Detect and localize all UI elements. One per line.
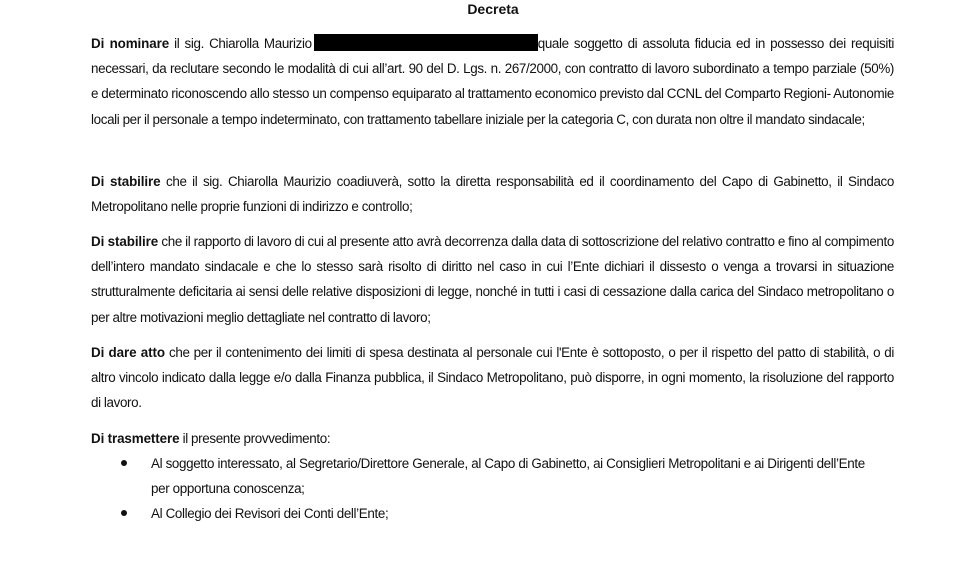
- stabilire-2-text: che il rapporto di lavoro di cui al presente atto avrà decorrenza dalla data di sottoscrizione del relativo contratto e fino al compimento dell’intero mandato sindacale e che lo stesso sarà risolto di diritto nel caso in cui l’Ente dichiari il dissesto o venga a trovarsi in situazione strutturalmente deficitaria ai sensi delle relative disposizioni di legge, nonché in tutti i casi di cessazione dalla carica del Sindaco metropolitano o per altre motivazioni meglio dettagliate nel contratto di lavoro;: [91, 234, 894, 325]
- recipient-list: [91, 451, 871, 527]
- trasmettere-text: il presente provvedimento:: [179, 431, 331, 446]
- bullet-icon: [121, 460, 127, 466]
- lead-stabilire-2: Di stabilire: [91, 234, 159, 249]
- decree-heading: Decreta: [467, 1, 519, 17]
- list-item-text: Al soggetto interessato, al Segretario/Direttore Generale, al Capo di Gabinetto, ai Consiglieri Metropolitani e ai Dirigenti dell’Ente per opportuna conoscenza;: [151, 456, 865, 497]
- list-item-text: Al Collegio dei Revisori dei Conti dell’Ente;: [151, 506, 389, 522]
- paragraph-nominare: [91, 31, 894, 132]
- lead-trasmettere: Di trasmettere: [91, 431, 180, 446]
- lead-nominare: Di nominare: [91, 36, 170, 51]
- nominare-text-before: il sig. Chiarolla Maurizio: [169, 36, 312, 51]
- lead-dare-atto: Di dare atto: [91, 345, 165, 360]
- redaction-bar: [314, 34, 446, 51]
- dare-atto-text: che per il contenimento dei limiti di spesa destinata al personale cui l'Ente è sottoposto, o per il rispetto del patto di stabilità, o di altro vincolo indicato dalla legge e/o dalla Finanza pubblica, il Sindaco Metropolitano, può disporre, in ogni momento, la risoluzione del rapporto di lavoro.: [91, 345, 894, 411]
- lead-stabilire-1: Di stabilire: [91, 174, 161, 189]
- paragraph-stabilire-2: [91, 229, 894, 330]
- paragraph-trasmettere: [91, 426, 894, 451]
- paragraph-dare-atto: [91, 340, 894, 416]
- stabilire-1-text: che il sig. Chiarolla Maurizio coadiuverà, sotto la diretta responsabilità ed il coordinamento del Capo di Gabinetto, il Sindaco Metropolitano nelle proprie funzioni di indirizzo e controllo;: [91, 174, 894, 215]
- paragraph-stabilire-1: [91, 169, 894, 219]
- list-item: [91, 451, 871, 501]
- bullet-icon: [121, 510, 127, 516]
- nominare-text-after: quale soggetto di assoluta fiducia ed in possesso dei requisiti necessari, da reclutare secondo le modalità di cui all’art. 90 del D. Lgs. n. 267/2000, con contratto di lavoro subordinato a tempo parziale (50%) e determinato riconoscendo allo stesso un compenso equiparato al trattamento economico previsto dal CCNL del Comparto Regioni- Autonomie locali per il personale a tempo indeterminato, con trattamento tabellare iniziale per la categoria C, con durata non oltre il mandato sindacale;: [91, 36, 895, 127]
- list-item: [91, 501, 871, 526]
- redaction-bar: [446, 34, 538, 51]
